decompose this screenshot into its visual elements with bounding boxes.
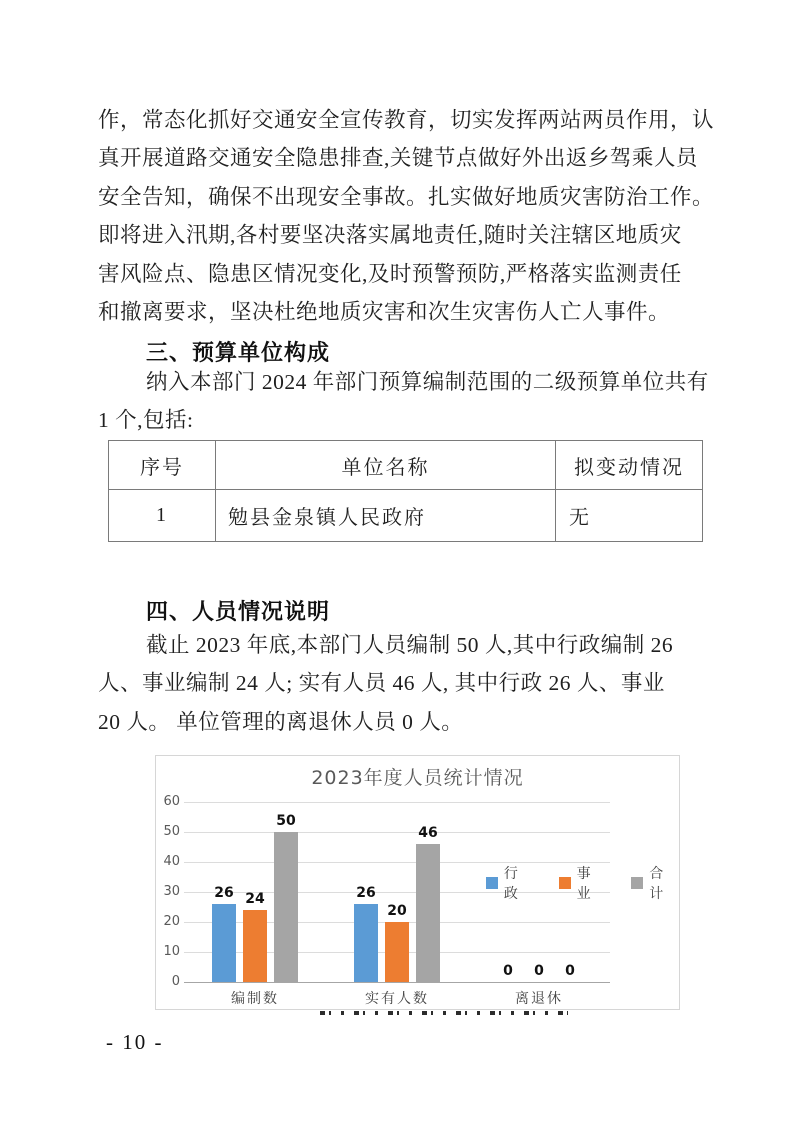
text-line: 纳入本部门 2024 年部门预算编制范围的二级预算单位共有: [146, 370, 709, 394]
text-line: 真开展道路交通安全隐患排查,关键节点做好外出返乡驾乘人员: [98, 146, 698, 171]
y-axis-tick-label: 60: [163, 794, 180, 809]
budget-units-table: [108, 440, 703, 542]
legend-item-行政: [486, 863, 534, 903]
text-line: 截止 2023 年底,本部门人员编制 50 人,其中行政编制 26: [146, 633, 674, 657]
x-axis-category-label: 实有人数: [365, 991, 429, 1007]
table-header-unit-name: 单位名称: [216, 441, 556, 490]
gridline-y-0: [184, 982, 610, 983]
text-line: 作，常态化抓好交通安全宣传教育，切实发挥两站两员作用，认: [98, 108, 715, 132]
personnel-bar-chart: [155, 755, 680, 1010]
clipped-caption-fragment: [320, 1010, 568, 1016]
bar-value-label: 50: [276, 813, 296, 829]
bar-value-label: 26: [356, 885, 376, 901]
text-line: 害风险点、隐患区情况变化,及时预警预防,严格落实监测责任: [98, 261, 682, 286]
table-cell-unit-name: 勉县金泉镇人民政府: [216, 490, 556, 542]
page-number: - 10 -: [106, 1030, 164, 1054]
x-axis-category-label: 编制数: [231, 991, 279, 1007]
bar-value-label: 0: [565, 963, 575, 979]
bar-合计-实有人数: [416, 844, 440, 982]
table-header-row: [109, 441, 703, 490]
bar-事业-实有人数: [385, 922, 409, 982]
table-cell-serial: 1: [109, 490, 216, 542]
table-cell-change: 无: [556, 490, 703, 542]
legend-item-事业: [559, 863, 607, 903]
y-axis-tick-label: 50: [163, 824, 180, 839]
bar-value-label: 24: [245, 891, 265, 907]
section-heading-personnel: 四、人员情况说明: [146, 599, 331, 624]
text-line: 1 个,包括:: [98, 408, 194, 433]
text-line: 20 人。 单位管理的离退休人员 0 人。: [98, 709, 464, 734]
legend-item-合计: [631, 863, 679, 903]
text-line: 人、事业编制 24 人; 实有人员 46 人, 其中行政 26 人、事业: [98, 671, 665, 696]
bar-行政-编制数: [212, 904, 236, 982]
text-line: 即将进入汛期,各村要坚决落实属地责任,随时关注辖区地质灾: [98, 223, 682, 248]
bar-value-label: 26: [214, 885, 234, 901]
bar-value-label: 0: [503, 963, 513, 979]
bar-value-label: 46: [418, 825, 438, 841]
y-axis-tick-label: 20: [163, 914, 180, 929]
paragraph-personnel-details: [98, 626, 718, 741]
gridline-y-60: [184, 802, 610, 803]
bar-事业-编制数: [243, 910, 267, 982]
table-row: [109, 490, 703, 542]
y-axis-tick-label: 0: [171, 974, 180, 989]
paragraph-budget-units-intro: [98, 363, 718, 440]
gridline-y-50: [184, 832, 610, 833]
text-line: 和撤离要求，坚决杜绝地质灾害和次生灾害伤人亡人事件。: [98, 299, 671, 324]
chart-title: 2023年度人员统计情况: [311, 767, 524, 789]
table-header-change: 拟变动情况: [556, 441, 703, 490]
bar-合计-编制数: [274, 832, 298, 982]
text-line: 安全告知，确保不出现安全事故。扎实做好地质灾害防治工作。: [98, 184, 715, 209]
legend-label: 事业: [576, 866, 592, 902]
chart-legend: [486, 863, 679, 903]
legend-swatch-icon: [559, 877, 571, 889]
bar-value-label: 0: [534, 963, 544, 979]
y-axis-tick-label: 10: [163, 944, 180, 959]
paragraph-safety-work: [98, 101, 718, 331]
x-axis-category-label: 离退休: [515, 991, 563, 1007]
bar-行政-实有人数: [354, 904, 378, 982]
table-header-serial: 序号: [109, 441, 216, 490]
bar-value-label: 20: [387, 903, 407, 919]
section-heading-budget-units: 三、预算单位构成: [146, 340, 331, 365]
legend-swatch-icon: [486, 877, 498, 889]
legend-label: 合计: [649, 866, 665, 902]
y-axis-tick-label: 40: [163, 854, 180, 869]
legend-swatch-icon: [631, 877, 643, 889]
y-axis-tick-label: 30: [163, 884, 180, 899]
legend-label: 行政: [503, 866, 519, 902]
